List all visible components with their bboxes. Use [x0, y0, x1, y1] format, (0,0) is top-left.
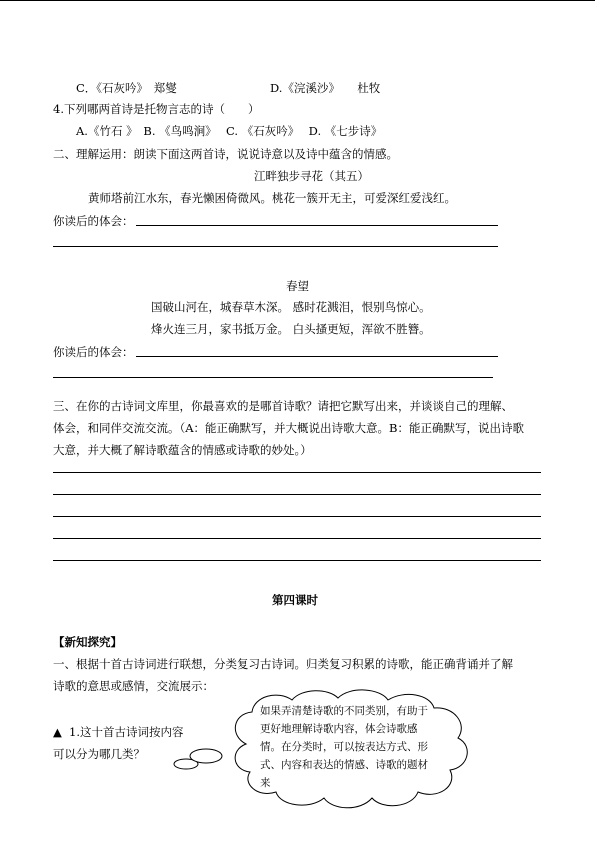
- answer-line: [53, 538, 541, 539]
- answer-line: [53, 246, 498, 247]
- q3-option-d: D.《浣溪沙》 杜牧: [270, 81, 381, 95]
- poem2-line-2: 烽火连三月，家书抵万金。 白头搔更短，浑欲不胜簪。: [151, 322, 431, 336]
- answer-line: [53, 494, 541, 495]
- thought-cloud-text: 如果弄清楚诗歌的不同类别，有助于更好地理解诗歌内容，体会诗歌感情。在分类时，可以按表达方式、形式、内容和表达的情感、诗歌的题材来: [260, 705, 428, 789]
- q4-stem: 4.下列哪两首诗是托物言志的诗（ ）: [53, 102, 260, 116]
- section3-line-1: 三、在你的古诗词文库里，你最喜欢的是哪首诗歌？请把它默写出来，并谈谈自己的理解、: [53, 399, 513, 413]
- new-knowledge-heading: 【新知探究】: [53, 635, 122, 649]
- poem2-line-1: 国破山河在，城春草木深。 感时花溅泪，恨别鸟惊心。: [151, 300, 431, 314]
- answer-line: [53, 377, 493, 378]
- answer-line: [136, 225, 498, 226]
- reflection-prompt-1: 你读后的体会：: [53, 214, 134, 228]
- triangle-marker-icon: ▲: [53, 725, 62, 739]
- section2-heading: 二、理解运用：朗读下面这两首诗，说说诗意以及诗中蕴含的情感。: [53, 147, 398, 161]
- answer-line: [53, 472, 541, 473]
- thought-cloud: [168, 686, 528, 814]
- q4-options: A.《竹石 》 B. 《鸟鸣涧》 C. 《石灰吟》 D. 《七步诗》: [76, 124, 383, 138]
- lesson-title: 第四课时: [272, 593, 318, 607]
- intro-line-2: 诗歌的意思或感情，交流展示：: [53, 679, 214, 693]
- intro-line-1: 一、根据十首古诗词进行联想，分类复习古诗词。归类复习积累的诗歌，能正确背诵并了解: [53, 657, 513, 671]
- poem1-title: 江畔独步寻花（其五）: [254, 169, 369, 183]
- question-1-line-2: 可以分为哪几类？: [53, 747, 145, 761]
- section3-line-3: 大意，并大概了解诗歌蕴含的情感或诗歌的妙处。）: [53, 443, 312, 457]
- answer-line: [53, 560, 541, 561]
- answer-line: [136, 356, 498, 357]
- poem1-text: 黄师塔前江水东，春光懒困倚微风。桃花一簇开无主，可爱深红爱浅红。: [88, 191, 456, 205]
- section3-line-2: 体会，和同伴交流交流。（A：能正确默写，并大概说出诗歌大意。B：能正确默写，说出诗歌: [53, 421, 525, 435]
- question-1-line-1: 1.这十首古诗词按内容: [69, 725, 184, 739]
- reflection-prompt-2: 你读后的体会：: [53, 345, 134, 359]
- q3-option-c: C．《石灰吟》 郑燮: [76, 81, 177, 95]
- page-top-border: [0, 0, 595, 1]
- poem2-title: 春望: [286, 279, 309, 293]
- answer-line: [53, 516, 541, 517]
